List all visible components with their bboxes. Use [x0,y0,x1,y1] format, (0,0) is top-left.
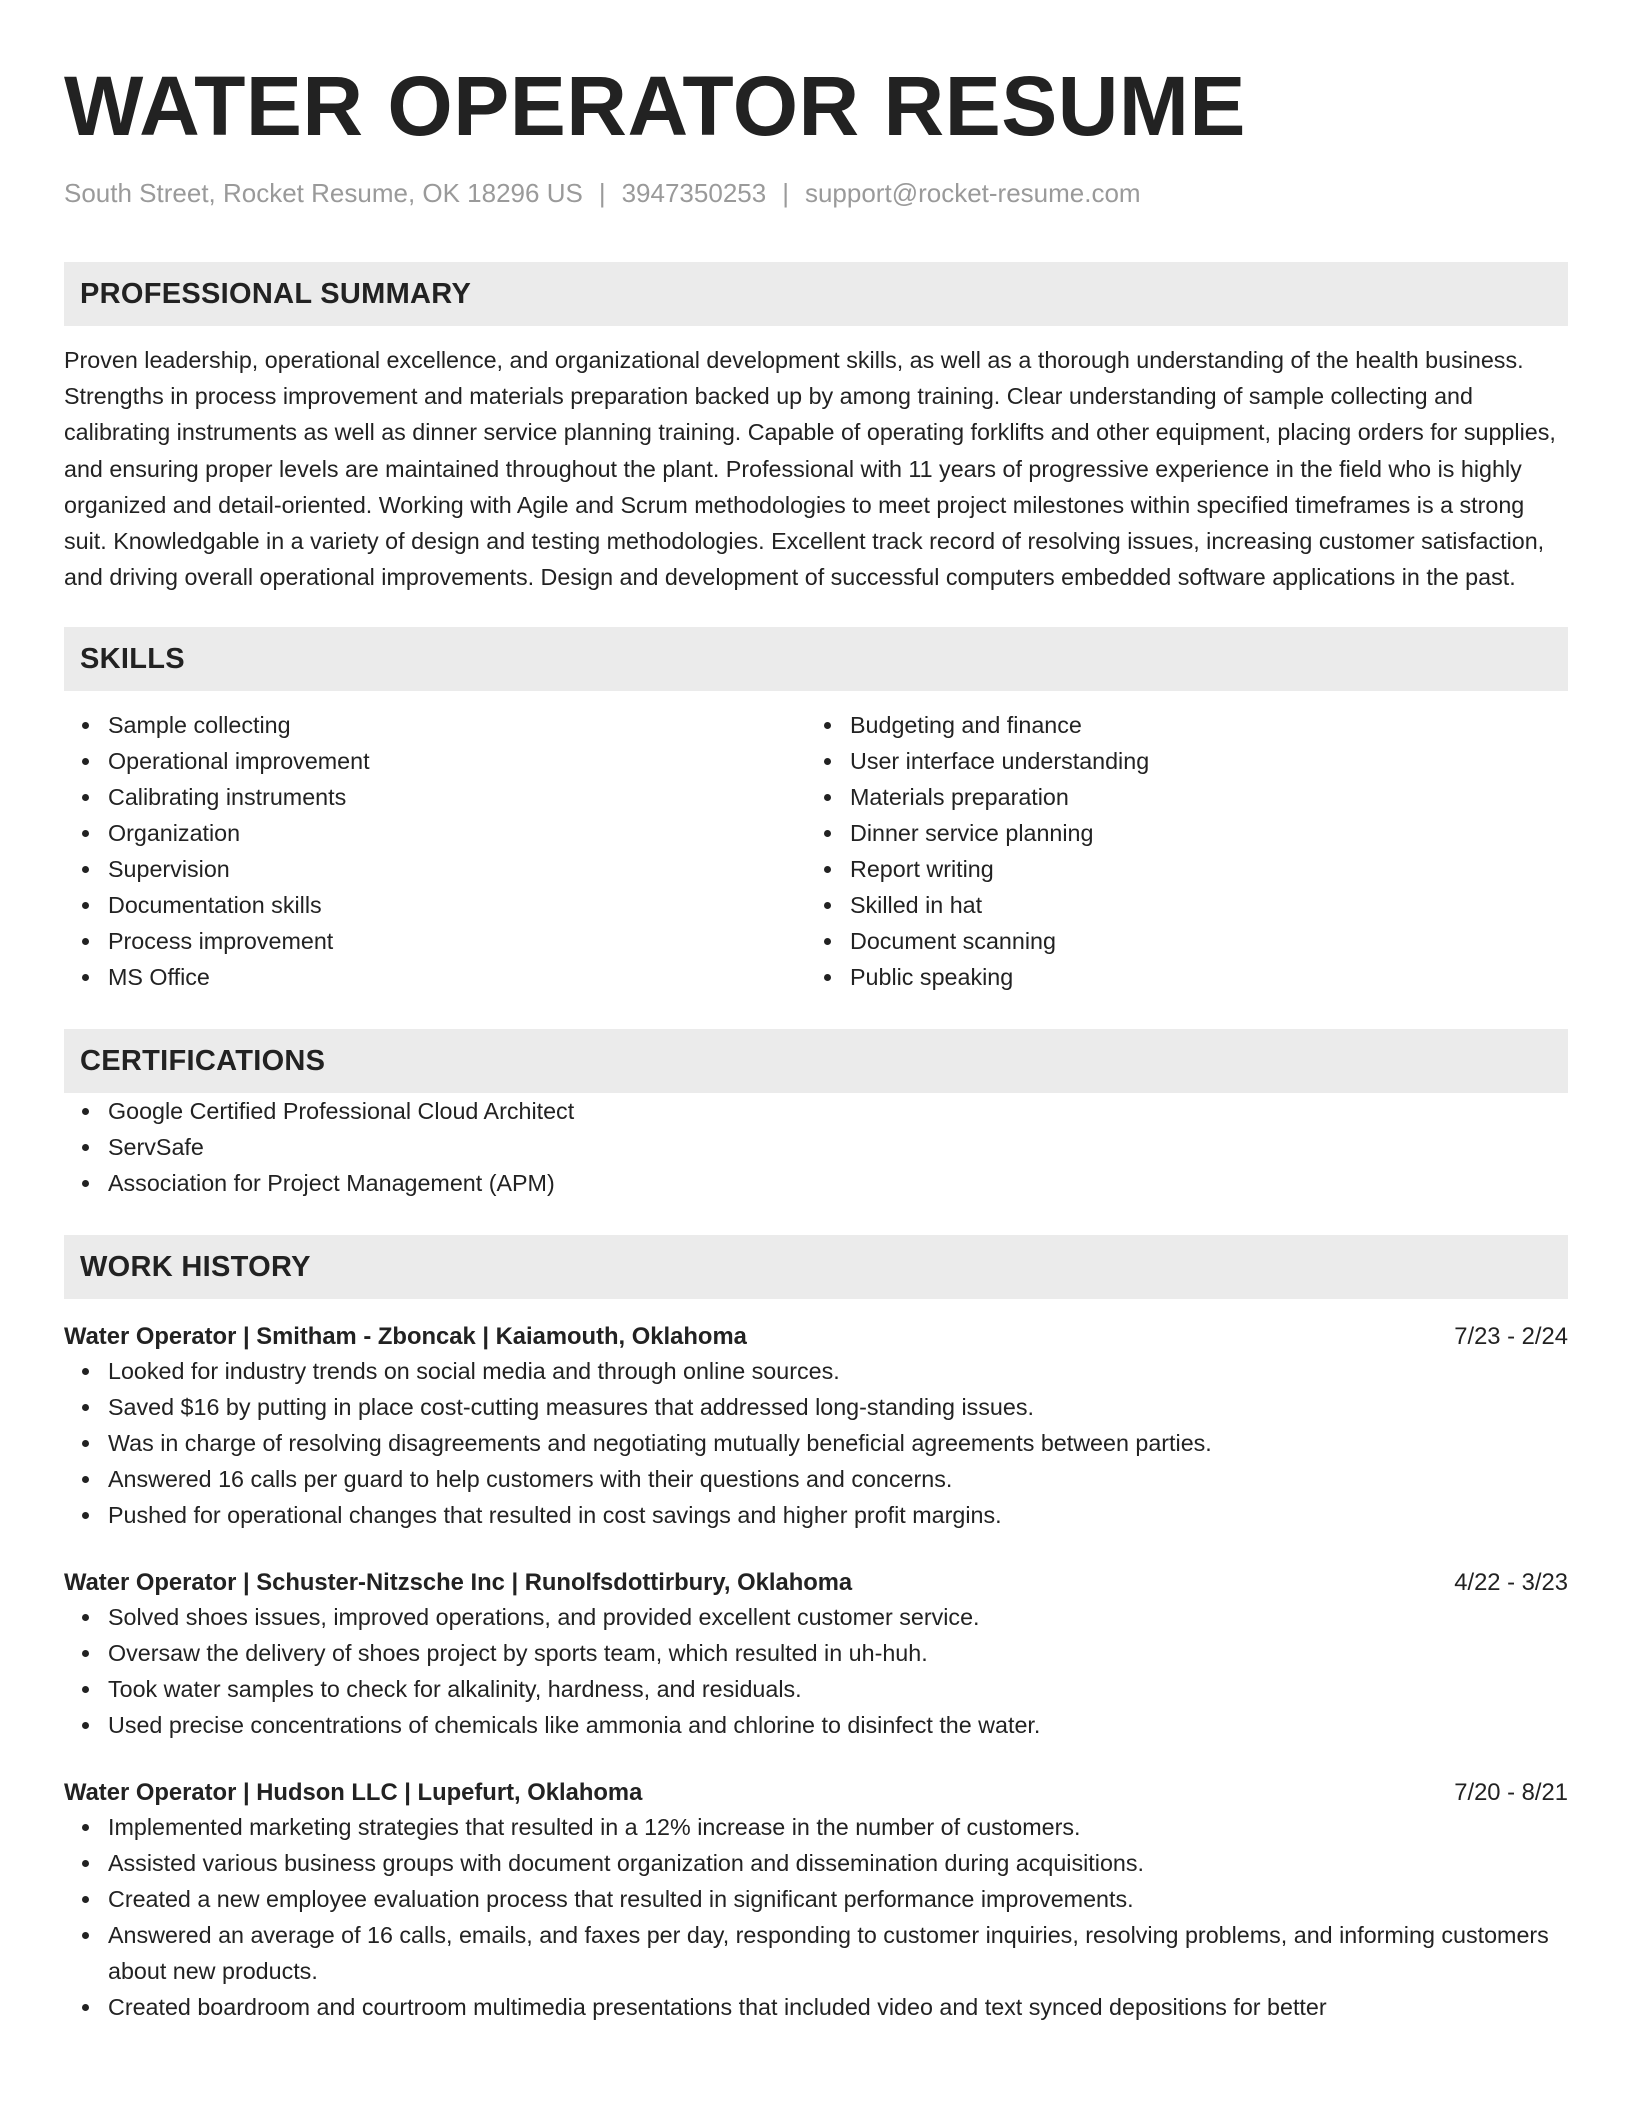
job-dates: 4/22 - 3/23 [1454,1569,1568,1597]
skill-item: Operational improvement [108,743,806,779]
contact-phone: 3947350253 [621,178,767,208]
contact-separator: | [598,178,606,208]
job-dates: 7/20 - 8/21 [1454,1779,1568,1807]
skill-item: Report writing [850,851,1548,887]
skills-grid [64,707,1568,995]
job-title: Water Operator | Hudson LLC | Lupefurt, Oklahoma [64,1779,643,1807]
contact-address: South Street, Rocket Resume, OK 18296 US [64,178,583,208]
job-bullet: Oversaw the delivery of shoes project by sports team, which resulted in uh-huh. [108,1635,1568,1671]
skill-item: Sample collecting [108,707,806,743]
job-bullet: Answered an average of 16 calls, emails, and faxes per day, responding to customer inquiries, resolving problems, and informing customers about new products. [108,1917,1568,1989]
job-entry [64,1777,1568,2025]
skill-item: User interface understanding [850,743,1548,779]
job-entry [64,1567,1568,1743]
job-bullet: Solved shoes issues, improved operations, and provided excellent customer service. [108,1599,1568,1635]
skill-item: Skilled in hat [850,887,1548,923]
skills-column-left [64,707,806,995]
job-bullet-list [64,1809,1568,2025]
job-bullet-list [64,1599,1568,1743]
section-heading-certifications: CERTIFICATIONS [64,1029,1568,1093]
skill-item: MS Office [108,959,806,995]
job-bullet: Looked for industry trends on social media and through online sources. [108,1353,1568,1389]
job-header [64,1321,1568,1353]
skill-item: Documentation skills [108,887,806,923]
skill-item: Public speaking [850,959,1548,995]
certification-item: ServSafe [108,1129,1568,1165]
job-header [64,1567,1568,1599]
section-heading-summary: PROFESSIONAL SUMMARY [64,262,1568,326]
job-header [64,1777,1568,1809]
job-title: Water Operator | Schuster-Nitzsche Inc | Runolfsdottirbury, Oklahoma [64,1569,853,1597]
job-bullet: Was in charge of resolving disagreements and negotiating mutually beneficial agreements between parties. [108,1425,1568,1461]
job-bullet: Took water samples to check for alkalinity, hardness, and residuals. [108,1671,1568,1707]
job-entry [64,1321,1568,1533]
resume-page [64,58,1568,2025]
certification-item: Association for Project Management (APM) [108,1165,1568,1201]
job-bullet: Created a new employee evaluation process that resulted in significant performance improvements. [108,1881,1568,1917]
contact-line [64,176,1568,210]
certifications-list [64,1093,1568,1201]
job-bullet: Pushed for operational changes that resulted in cost savings and higher profit margins. [108,1497,1568,1533]
section-heading-work-history: WORK HISTORY [64,1235,1568,1299]
section-heading-skills: SKILLS [64,627,1568,691]
certification-item: Google Certified Professional Cloud Architect [108,1093,1568,1129]
contact-email: support@rocket-resume.com [804,178,1141,208]
summary-paragraph: Proven leadership, operational excellence, and organizational development skills, as well as a thorough understanding of the health business. Strengths in process improvement and materials preparation backed up by among training. Clear understanding of sample collecting and calibrating instruments as well as dinner service planning training. Capable of operating forklifts and other equipment, placing orders for supplies, and ensuring proper levels are maintained throughout the plant. Professional with 11 years of progressive experience in the field who is highly organized and detail-oriented. Working with Agile and Scrum methodologies to meet project milestones within specified timeframes is a strong suit. Knowledgable in a variety of design and testing methodologies. Excellent track record of resolving issues, increasing customer satisfaction, and driving overall operational improvements. Design and development of successful computers embedded software applications in the past. [64,347,1556,591]
job-bullet: Saved $16 by putting in place cost-cutting measures that addressed long-standing issues. [108,1389,1568,1425]
skill-item: Calibrating instruments [108,779,806,815]
skills-list-left [64,707,806,995]
resume-title: WATER OPERATOR RESUME [64,59,1246,153]
job-bullet: Used precise concentrations of chemicals like ammonia and chlorine to disinfect the water. [108,1707,1568,1743]
job-dates: 7/23 - 2/24 [1454,1323,1568,1351]
skill-item: Organization [108,815,806,851]
job-title: Water Operator | Smitham - Zboncak | Kaiamouth, Oklahoma [64,1323,747,1351]
skills-list-right [806,707,1548,995]
job-bullet: Created boardroom and courtroom multimedia presentations that included video and text synced depositions for better [108,1989,1568,2025]
skill-item: Budgeting and finance [850,707,1548,743]
job-bullet: Implemented marketing strategies that resulted in a 12% increase in the number of customers. [108,1809,1568,1845]
job-bullet: Answered 16 calls per guard to help customers with their questions and concerns. [108,1461,1568,1497]
job-bullet: Assisted various business groups with document organization and dissemination during acquisitions. [108,1845,1568,1881]
skill-item: Supervision [108,851,806,887]
skill-item: Materials preparation [850,779,1548,815]
skill-item: Document scanning [850,923,1548,959]
skill-item: Process improvement [108,923,806,959]
contact-separator: | [782,178,789,208]
skill-item: Dinner service planning [850,815,1548,851]
job-bullet-list [64,1353,1568,1533]
skills-column-right [806,707,1548,995]
